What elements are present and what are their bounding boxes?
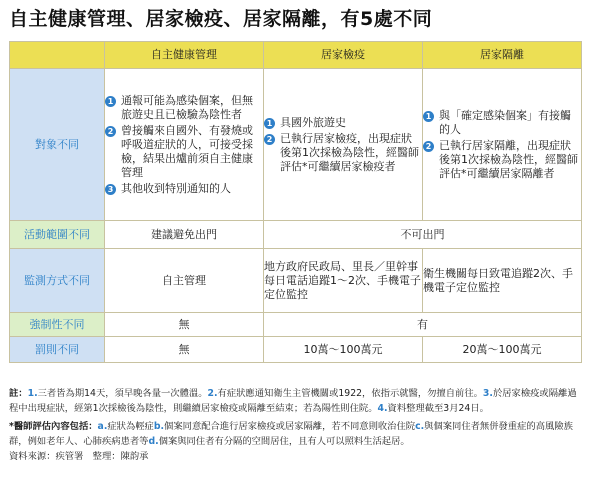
note-number: 4. — [377, 403, 388, 414]
target-isolation-list — [423, 109, 581, 181]
notes-paragraph — [9, 386, 581, 416]
eval-letter: d. — [148, 436, 159, 447]
row-mandatory — [10, 313, 582, 337]
list-item: 3 其他收到特別通知的人 — [105, 182, 263, 196]
eval-text: 個案同意配合進行居家檢疫或居家隔離，若不同意則收治住院 — [164, 421, 416, 432]
eval-letter: a. — [97, 421, 108, 432]
number-badge-icon: 3 — [105, 184, 116, 195]
row-scope — [10, 221, 582, 249]
number-badge-icon: 2 — [264, 134, 275, 145]
target-quarantine-list — [264, 116, 422, 174]
number-badge-icon: 1 — [105, 96, 116, 107]
header-row — [10, 42, 582, 69]
eval-text: 與個案同住者無併發重症的高風險族群，例如老年人、心肺疾病患者等 — [9, 421, 573, 447]
note-text: 三者皆為期14天，須早晚各量一次體溫。 — [37, 388, 208, 399]
eval-text: 症狀為輕症 — [107, 421, 154, 432]
page-title: 自主健康管理、居家檢疫、居家隔離，有5處不同 — [9, 8, 433, 30]
penalty-quarantine-cell: 10萬～100萬元 — [264, 337, 423, 363]
note-text: 有症狀應通知衛生主管機關或1922，依指示就醫，勿擅自前往。 — [217, 388, 483, 399]
header-corner — [10, 42, 105, 69]
list-item: 2 曾接觸來自國外、有發燒或呼吸道症狀的人，可接受採檢，結果出爐前須自主健康管理 — [105, 124, 263, 180]
note-text: 於居家檢疫或隔離過程中出現症狀，經第1次採檢後為陰性，則繼續居家檢疫或隔離至結束；若為陽性則住院。 — [9, 388, 577, 414]
row-penalty — [10, 337, 582, 363]
number-badge-icon: 2 — [105, 126, 116, 137]
penalty-self-health-cell: 無 — [105, 337, 264, 363]
list-item: 2 已執行居家檢疫，出現症狀後第1次採檢為陰性，經醫師評估*可繼續居家檢疫者 — [264, 132, 422, 174]
source-credit: 資料來源：疾管署 整理：陳韵承 — [9, 451, 149, 462]
header-home-quarantine: 居家檢疫 — [264, 42, 423, 69]
row-target — [10, 69, 582, 221]
list-item: 1 與「確定感染個案」有接觸的人 — [423, 109, 581, 137]
number-badge-icon: 1 — [264, 118, 275, 129]
eval-letter: c. — [415, 421, 425, 432]
list-item: 2 已執行居家隔離，出現症狀後第1次採檢為陰性，經醫師評估*可繼續居家隔離者 — [423, 139, 581, 181]
eval-letter: b. — [153, 421, 165, 432]
monitor-quarantine-cell: 地方政府民政局、里長／里幹事每日電話追蹤1～2次、手機電子定位監控 — [264, 249, 423, 313]
row-label-mandatory: 強制性不同 — [10, 313, 105, 337]
target-self-health-cell — [105, 69, 264, 221]
scope-self-health-cell: 建議避免出門 — [105, 221, 264, 249]
eval-text: 個案與同住者有分隔的空間居住，且有人可以照料生活起居。 — [158, 436, 410, 447]
number-badge-icon: 2 — [423, 141, 434, 152]
monitor-self-health-cell: 自主管理 — [105, 249, 264, 313]
mandatory-self-health-cell: 無 — [105, 313, 264, 337]
row-label-monitor: 監測方式不同 — [10, 249, 105, 313]
target-self-health-list — [105, 94, 263, 196]
list-item: 1 具國外旅遊史 — [264, 116, 422, 130]
header-self-health-management: 自主健康管理 — [105, 42, 264, 69]
number-badge-icon: 1 — [423, 111, 434, 122]
row-label-target: 對象不同 — [10, 69, 105, 221]
monitor-isolation-cell: 衛生機關每日致電追蹤2次、手機電子定位監控 — [423, 249, 582, 313]
comparison-table — [9, 41, 582, 363]
footnotes — [9, 386, 581, 464]
target-isolation-cell — [423, 69, 582, 221]
target-quarantine-cell — [264, 69, 423, 221]
note-number: 2. — [207, 388, 218, 399]
scope-quarantine-isolation-cell: 不可出門 — [264, 221, 582, 249]
row-label-scope: 活動範圍不同 — [10, 221, 105, 249]
header-home-isolation: 居家隔離 — [423, 42, 582, 69]
mandatory-quarantine-isolation-cell: 有 — [264, 313, 582, 337]
eval-title: *醫師評估內容包括： — [9, 421, 98, 432]
row-label-penalty: 罰則不同 — [10, 337, 105, 363]
notes-prefix: 註： — [9, 388, 28, 399]
note-number: 3. — [482, 388, 493, 399]
row-monitor — [10, 249, 582, 313]
note-number: 1. — [27, 388, 38, 399]
eval-paragraph — [9, 419, 581, 449]
penalty-isolation-cell: 20萬～100萬元 — [423, 337, 582, 363]
list-item: 1 通報可能為感染個案，但無旅遊史且已檢驗為陰性者 — [105, 94, 263, 122]
note-text: 資料整理截至3月24日。 — [387, 403, 489, 414]
